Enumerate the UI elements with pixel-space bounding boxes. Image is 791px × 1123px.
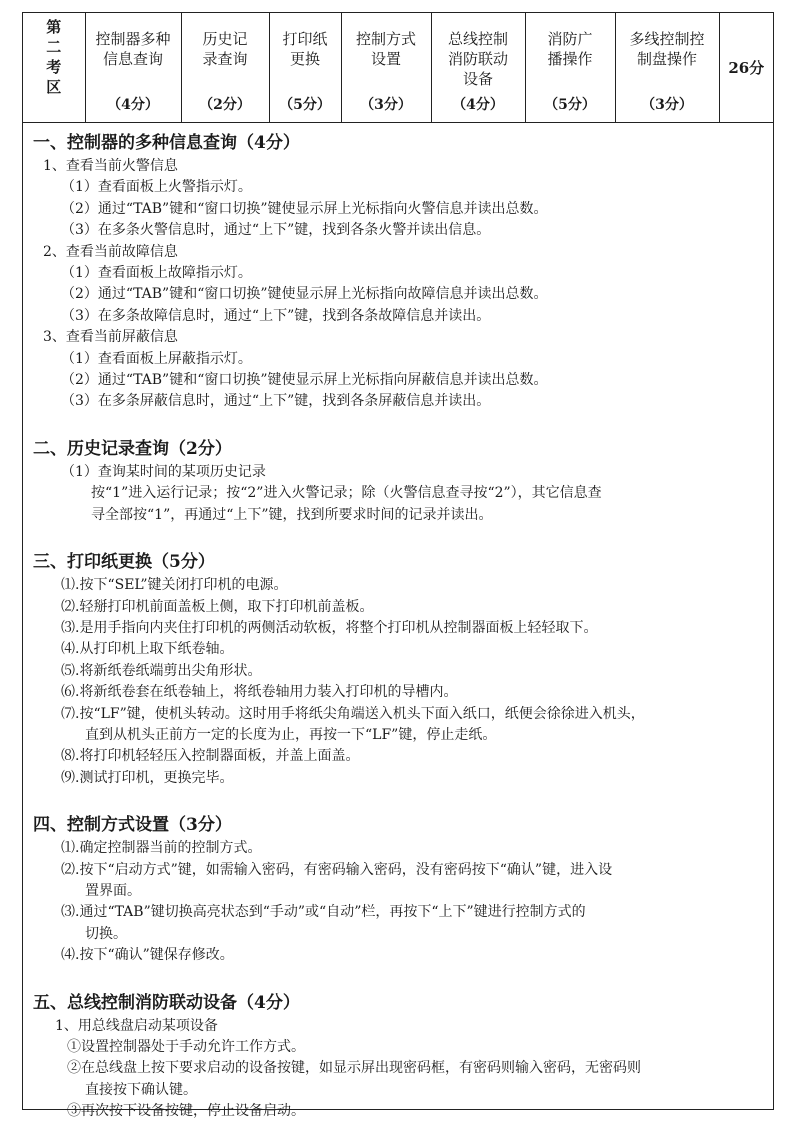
category-score: （4分）	[107, 97, 159, 113]
step-line: 置界面。	[85, 882, 141, 899]
category-name: 打印纸更换	[282, 30, 328, 68]
header-cell-1	[85, 13, 181, 123]
spacer	[33, 789, 759, 807]
step-line: 切换。	[85, 925, 127, 942]
step-line: （3）在多条故障信息时，通过“上下”键，找到各条故障信息并读出。	[61, 307, 491, 324]
step-line: ⑶.是用手指向内夹住打印机的两侧活动软板，将整个打印机从控制器面板上轻轻取下。	[61, 619, 598, 636]
zone-text: 第二考区	[46, 18, 62, 96]
section-printer-paper	[33, 552, 759, 789]
category-name: 控制器多种信息查询	[95, 30, 171, 68]
step-line: ②在总线盘上按下要求启动的设备按键，如显示屏出现密码框，有密码则输入密码，无密码则	[67, 1060, 641, 1077]
step-line: （1）查询某时间的某项历史记录	[61, 463, 266, 480]
step-heading: 1、用总线盘启动某项设备	[55, 1017, 218, 1034]
step-line: （2）通过“TAB”键和“窗口切换”键使显示屏上光标指向火警信息并读出总数。	[61, 200, 548, 217]
step-heading: 3、查看当前屏蔽信息	[43, 329, 178, 346]
section-title: 一、控制器的多种信息查询（4分）	[33, 133, 300, 153]
category-name: 历史记录查询	[202, 30, 248, 68]
header-cell-3	[269, 13, 341, 123]
step-line: ⑴.确定控制器当前的控制方式。	[61, 840, 262, 857]
step-line: ⑶.通过“TAB”键切换高亮状态到“手动”或“自动”栏，再按下“上下”键进行控制方式的	[61, 904, 586, 921]
score-header-table	[23, 13, 773, 123]
step-line: ①设置控制器处于手动允许工作方式。	[67, 1039, 305, 1055]
section-bus-control	[33, 993, 759, 1123]
category-score: （3分）	[360, 97, 412, 113]
step-line: ⑹.将新纸卷套在纸卷轴上，将纸卷轴用力装入打印机的导槽内。	[61, 684, 458, 701]
step-line: 寻全部按“1”，再通过“上下”键，找到所要求时间的记录并读出。	[91, 506, 493, 523]
step-line: ⑼.测试打印机，更换完毕。	[61, 769, 234, 786]
step-line: ⑴.按下“SEL”键关闭打印机的电源。	[61, 577, 288, 594]
category-score: （3分）	[641, 97, 693, 113]
step-line: （3）在多条屏蔽信息时，通过“上下”键，找到各条屏蔽信息并读出。	[61, 393, 491, 410]
step-line: ⑷.按下“确认”键保存修改。	[61, 947, 234, 964]
category-score: （5分）	[544, 97, 596, 113]
header-cell-2	[181, 13, 269, 123]
section-history-query	[33, 439, 759, 526]
header-cell-6	[525, 13, 615, 123]
step-line: 直接按下确认键。	[85, 1081, 197, 1098]
section-info-query	[33, 133, 759, 413]
step-line: （3）在多条火警信息时，通过“上下”键，找到各条火警并读出信息。	[61, 222, 491, 239]
section-title: 三、打印纸更换（5分）	[33, 552, 215, 573]
step-line: ③再次按下设备按键，停止设备启动。	[67, 1103, 305, 1120]
step-line: ⑵.按下“启动方式”键，如需输入密码，有密码输入密码，没有密码按下“确认”键，进入设	[61, 861, 613, 878]
step-heading: 1、查看当前火警信息	[43, 158, 178, 174]
category-score: （5分）	[279, 97, 331, 113]
spacer	[33, 413, 759, 431]
category-name: 消防广播操作	[547, 30, 593, 68]
header-cell-5	[431, 13, 525, 123]
section-title: 五、总线控制消防联动设备（4分）	[33, 992, 300, 1013]
section-control-mode	[33, 815, 759, 966]
category-name: 多线控制控制盘操作	[629, 30, 705, 68]
total-score: 26分	[719, 13, 773, 123]
step-line: ⑸.将新纸卷纸端剪出尖角形状。	[61, 662, 262, 679]
category-score: （4分）	[452, 97, 504, 113]
section-title: 四、控制方式设置（3分）	[33, 815, 232, 836]
step-line: （1）查看面板上故障指示灯。	[61, 265, 252, 282]
step-line: 直到从机头正前方一定的长度为止，再按一下“LF”键，停止走纸。	[85, 726, 497, 743]
document-frame	[22, 12, 774, 1120]
spacer	[33, 967, 759, 985]
step-line: ⑺.按“LF”键，使机头转动。这时用手将纸尖角端送入机头下面入纸口，纸便会徐徐进入机头，	[61, 705, 645, 722]
step-line: （1）查看面板上火警指示灯。	[61, 179, 252, 196]
category-name: 总线控制消防联动设备	[447, 30, 508, 88]
step-line: ⑷.从打印机上取下纸卷轴。	[61, 641, 234, 658]
header-cell-7	[615, 13, 719, 123]
step-line: （2）通过“TAB”键和“窗口切换”键使显示屏上光标指向故障信息并读出总数。	[61, 286, 548, 303]
header-cell-4	[341, 13, 431, 123]
step-line: （2）通过“TAB”键和“窗口切换”键使显示屏上光标指向屏蔽信息并读出总数。	[61, 372, 548, 389]
document-body	[33, 127, 759, 1123]
section-title: 二、历史记录查询（2分）	[33, 438, 232, 459]
step-line: ⑵.轻掰打印机前面盖板上侧，取下打印机前盖板。	[61, 598, 374, 615]
category-score: （2分）	[199, 97, 251, 113]
step-line: （1）查看面板上屏蔽指示灯。	[61, 350, 252, 367]
step-line: ⑻.将打印机轻轻压入控制器面板，并盖上面盖。	[61, 748, 360, 765]
step-line: 按“1”进入运行记录；按“2”进入火警记录；除（火警信息查寻按“2”），其它信息查	[91, 485, 602, 502]
exam-zone-label	[23, 13, 85, 123]
spacer	[33, 526, 759, 544]
step-heading: 2、查看当前故障信息	[43, 243, 178, 260]
category-name: 控制方式设置	[355, 30, 416, 68]
